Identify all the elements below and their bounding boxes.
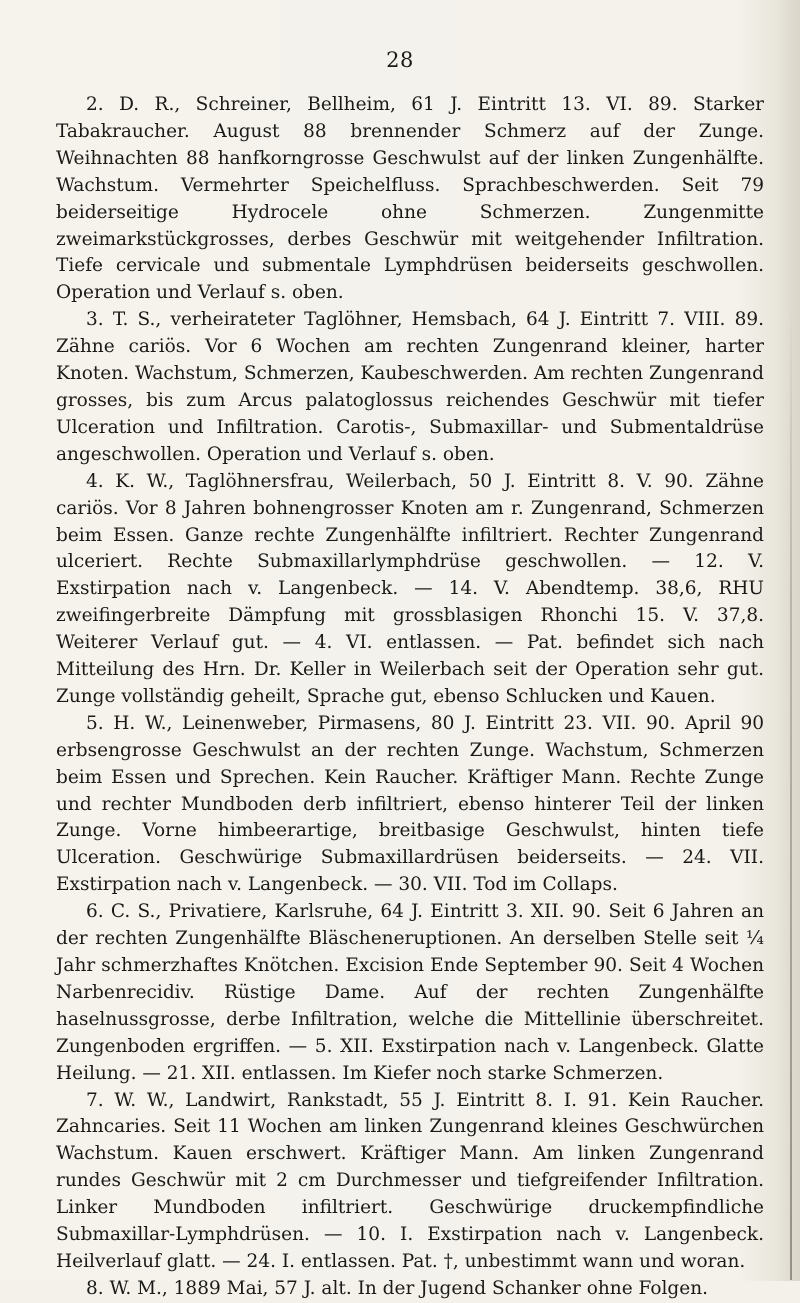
page-edge-shadow xyxy=(790,300,792,1280)
case-paragraph-2: 2. D. R., Schreiner, Bellheim, 61 J. Eintritt 13. VI. 89. Starker Tabakraucher. August 88 brennender Schmerz auf der Zunge. Weihnachten 88 hanfkorngrosse Geschwulst auf der linken Zungenhälfte. Wachstum. Vermehrter Speichelfluss. Sprachbeschwerden. Seit 79 beiderseitige Hydrocele ohne Schmerzen. Zungenmitte zweimarkstückgrosses, derbes Geschwür mit weitgehender Infiltration. Tiefe cervicale und submentale Lymphdrüsen beiderseits geschwollen. Operation und Verlauf s. oben. xyxy=(56,94,764,304)
page-number: 28 xyxy=(386,48,414,72)
case-paragraph-4: 4. K. W., Taglöhnersfrau, Weilerbach, 50 J. Eintritt 8. V. 90. Zähne cariös. Vor 8 Jahren bohnengrosser Knoten am r. Zungenrand, Schmerzen beim Essen. Ganze rechte Zungenhälfte infiltriert. Rechter Zungenrand ulceriert. Rechte Submaxillarlymphdrüse geschwollen. — 12. V. Exstirpation nach v. Langenbeck. — 14. V. Abendtemp. 38,6, RHU zweifingerbreite Dämpfung mit grossblasigen Rhonchi 15. V. 37,8. Weiterer Verlauf gut. — 4. VI. entlassen. — Pat. befindet sich nach Mitteilung des Hrn. Dr. Keller in Weilerbach seit der Operation sehr gut. Zunge vollständig geheilt, Sprache gut, ebenso Schlucken und Kauen. xyxy=(56,470,764,707)
case-paragraph-8: 8. W. M., 1889 Mai, 57 J. alt. In der Jugend Schanker ohne Folgen. xyxy=(86,1277,708,1299)
case-paragraph-7: 7. W. W., Landwirt, Rankstadt, 55 J. Eintritt 8. I. 91. Kein Raucher. Zahncaries. Seit 11 Wochen am linken Zungenrand kleines Geschwürchen Wachstum. Kauen erschwert. Kräftiger Mann. Am linken Zungenrand rundes Geschwür mit 2 cm Durchmesser und tiefgreifender Infiltration. Linker Mundboden infiltriert. Geschwürige druckempfindliche Submaxillar-Lymphdrüsen. — 10. I. Exstirpation nach v. Langenbeck. Heilverlauf glatt. — 24. I. entlassen. Pat. †, unbestimmt wann und woran. xyxy=(56,1089,764,1272)
case-paragraph-3: 3. T. S., verheirateter Taglöhner, Hemsbach, 64 J. Eintritt 7. VIII. 89. Zähne cariös. Vor 6 Wochen am rechten Zungenrand kleiner, harter Knoten. Wachstum, Schmerzen, Kaubeschwerden. Am rechten Zungenrand grosses, bis zum Arcus palatoglossus reichendes Geschwür mit tiefer Ulceration und Infiltration. Carotis-, Submaxillar- und Submentaldrüse angeschwollen. Operation und Verlauf s. oben. xyxy=(56,309,764,465)
case-paragraph-5: 5. H. W., Leinenweber, Pirmasens, 80 J. Eintritt 23. VII. 90. April 90 erbsengrosse Geschwulst an der rechten Zunge. Wachstum, Schmerzen beim Essen und Sprechen. Kein Raucher. Kräftiger Mann. Rechte Zunge und rechter Mundboden derb infiltriert, ebenso hinterer Teil der linken Zunge. Vorne himbeerartige, breitbasige Geschwulst, hinten tiefe Ulceration. Geschwürige Submaxillardrüsen beiderseits. — 24. VII. Exstirpation nach v. Langenbeck. — 30. VII. Tod im Collaps. xyxy=(56,712,764,896)
case-paragraph-6: 6. C. S., Privatiere, Karlsruhe, 64 J. Eintritt 3. XII. 90. Seit 6 Jahren an der rechten Zungenhälfte Bläscheneruptionen. An derselben Stelle seit ¼ Jahr schmerzhaftes Knötchen. Excision Ende September 90. Seit 4 Wochen Narbenrecidiv. Rüstige Dame. Auf der rechten Zungenhälfte haselnussgrosse, derbe Infiltration, welche die Mittellinie überschreitet. Zungenboden ergriffen. — 5. XII. Exstirpation nach v. Langenbeck. Glatte Heilung. — 21. XII. entlassen. Im Kiefer noch starke Schmerzen. xyxy=(56,901,764,1084)
body-text xyxy=(56,92,764,1303)
